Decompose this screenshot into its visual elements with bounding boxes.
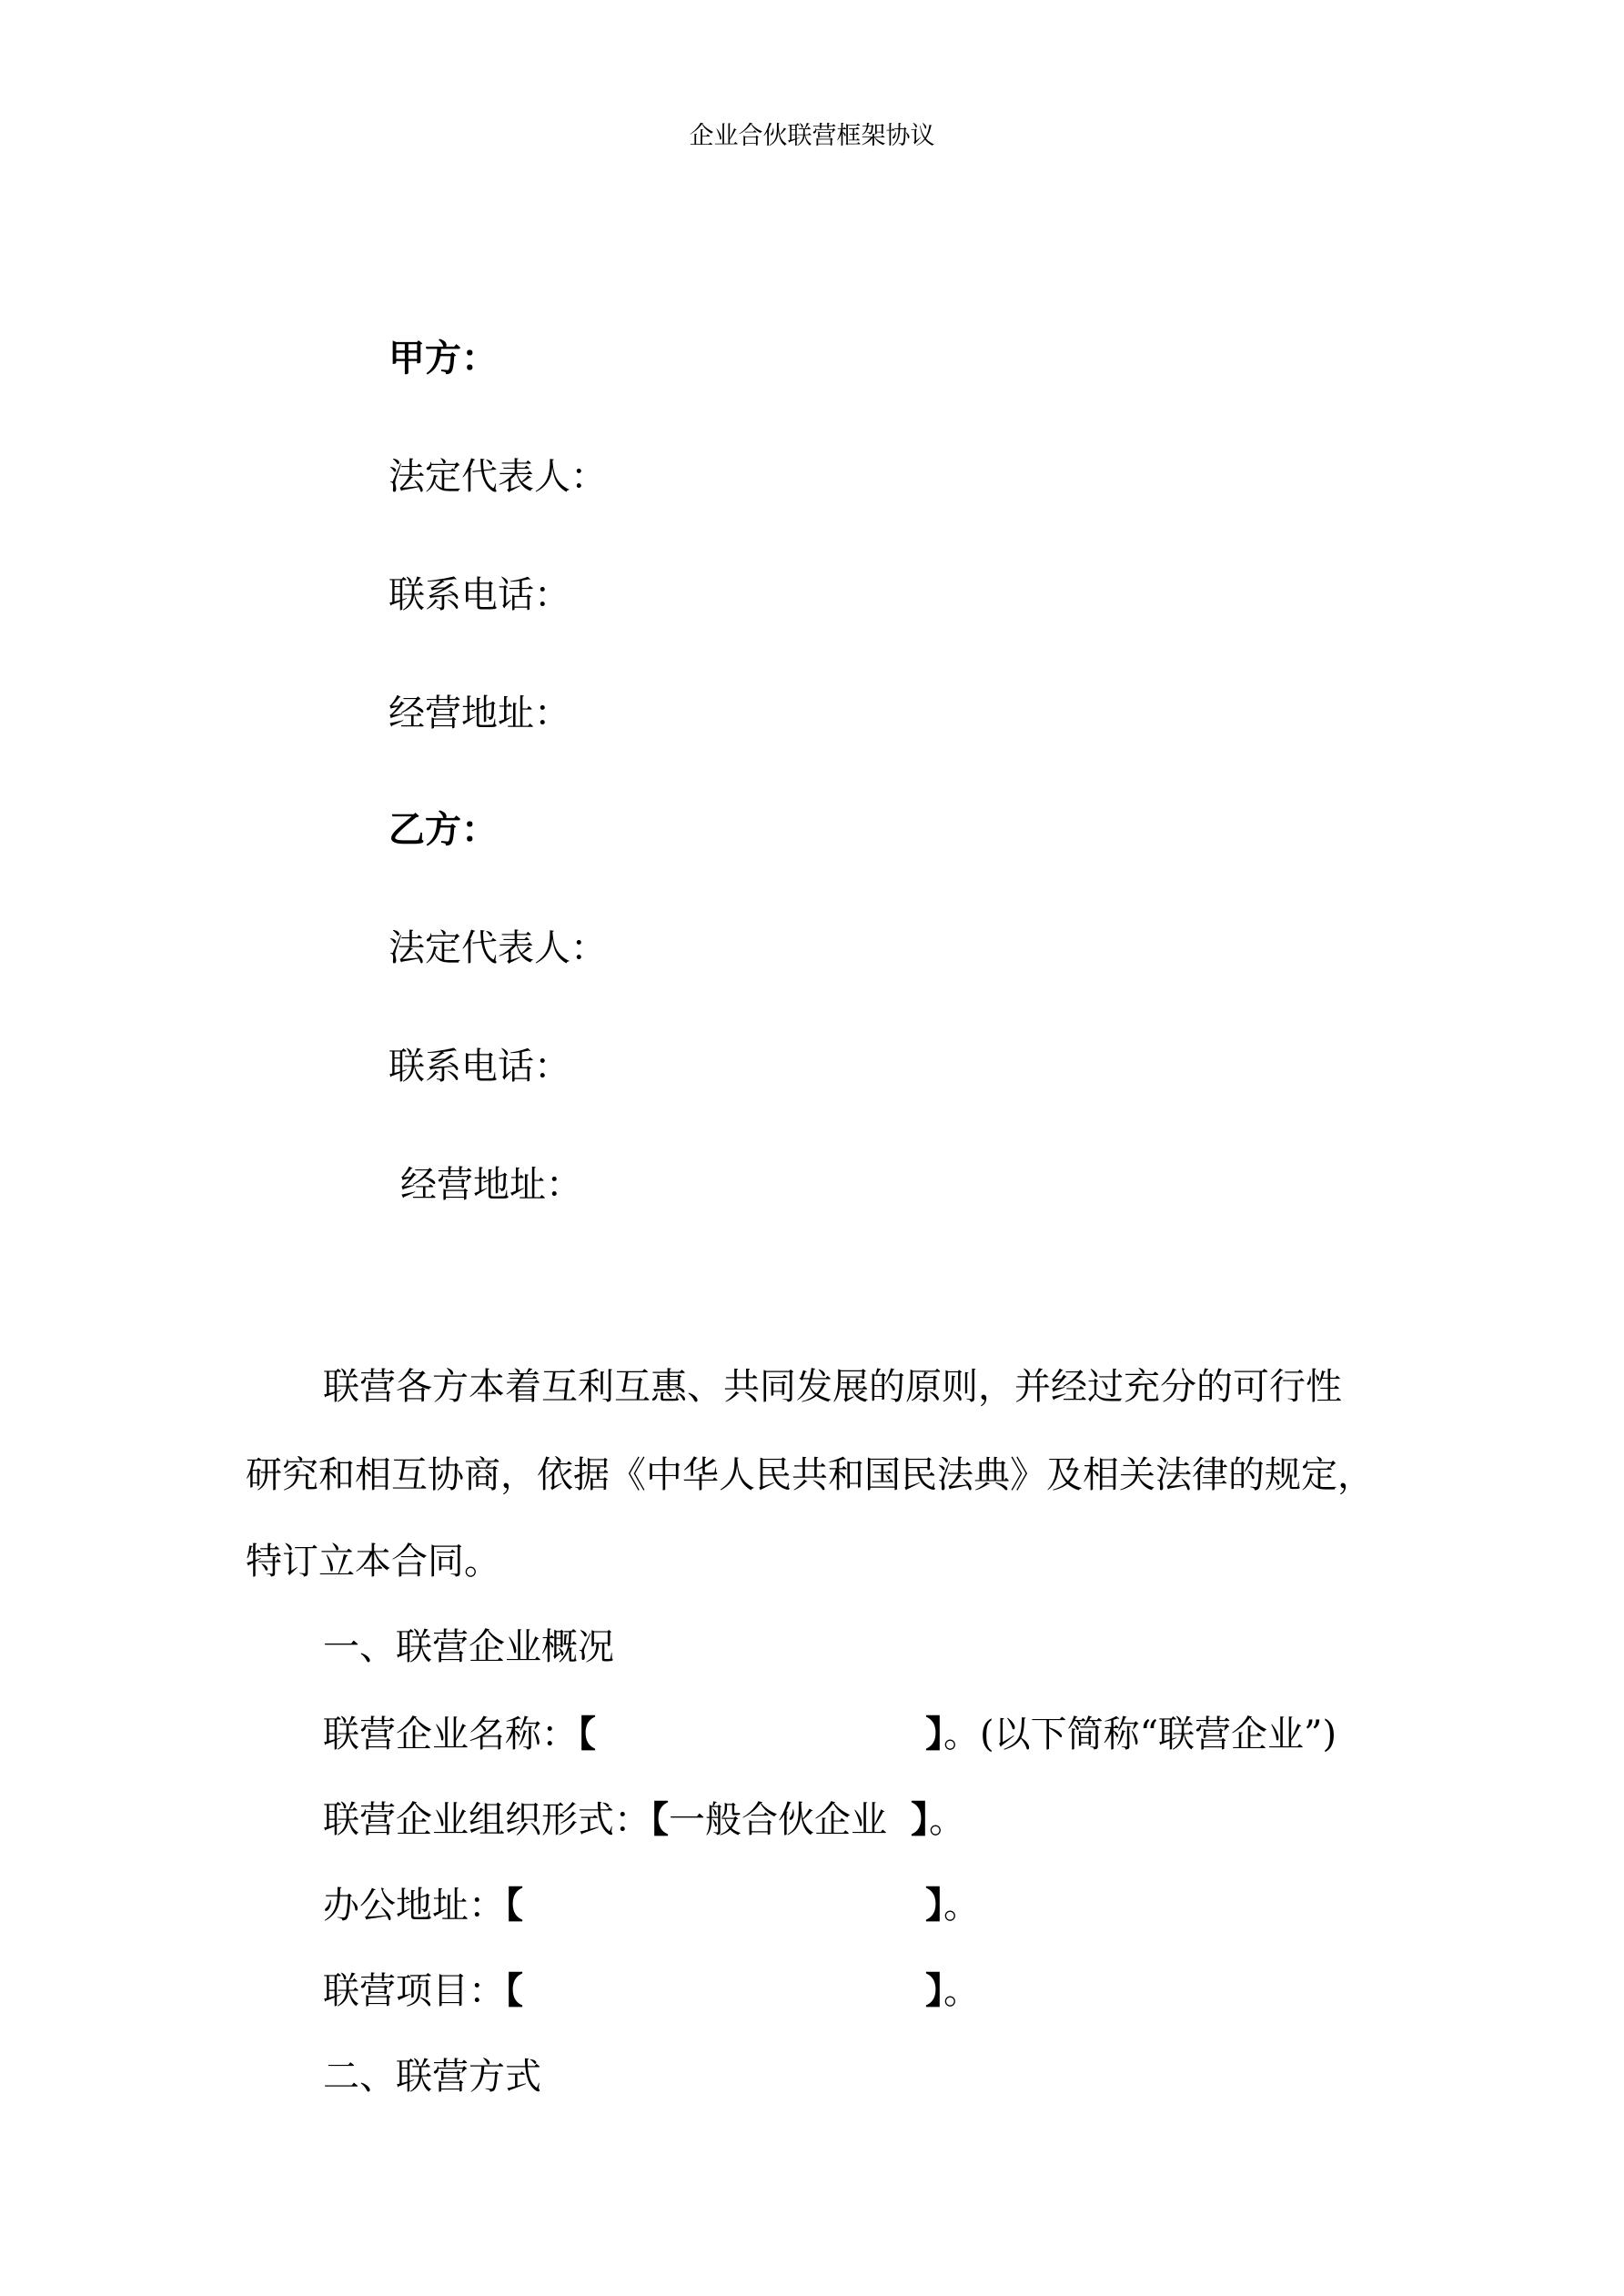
- office-address-label: 办公地址：: [323, 1885, 505, 1927]
- section-2-heading: 二、联营方式: [323, 2056, 541, 2098]
- party-a-legal-rep: 法定代表人：: [388, 456, 607, 498]
- organization-form-open-bracket: 【: [651, 1798, 669, 1841]
- preamble-line-2: 研究和相互协商，依据《中华人民共和国民法典》及相关法律的规定，: [246, 1454, 1374, 1496]
- project-open-bracket: 【: [505, 1969, 523, 2012]
- organization-form-close-bracket: 】: [911, 1798, 929, 1841]
- organization-form-label: 联营企业组织形式：: [323, 1799, 651, 1841]
- project-suffix: 。: [943, 1970, 980, 2012]
- organization-form-value: 一般合伙企业: [669, 1799, 887, 1841]
- project-line: [323, 1967, 1469, 2015]
- party-a-phone: 联系电话：: [388, 574, 570, 616]
- party-b-legal-rep: 法定代表人：: [388, 927, 607, 969]
- office-address-open-bracket: 【: [505, 1884, 523, 1927]
- organization-form-line: [323, 1796, 1469, 1844]
- preamble-line-1: 联营各方本着互利互惠、共同发展的原则，并经过充分的可行性: [323, 1366, 1342, 1408]
- party-b-address: 经营地址：: [400, 1164, 582, 1206]
- office-address-close-bracket: 】: [925, 1884, 943, 1927]
- party-b-title: 乙方：: [388, 808, 498, 851]
- office-address-line: [323, 1882, 1469, 1929]
- organization-form-suffix: 。: [929, 1799, 965, 1841]
- preamble-line-3: 特订立本合同。: [246, 1541, 500, 1583]
- project-label: 联营项目：: [323, 1970, 505, 2012]
- enterprise-name-close-bracket: 】: [925, 1713, 943, 1755]
- enterprise-name-label: 联营企业名称：: [323, 1714, 578, 1755]
- document-header: 企业合伙联营框架协议: [689, 122, 935, 150]
- section-1-heading: 一、联营企业概况: [323, 1626, 614, 1668]
- enterprise-name-suffix: 。(以下简称“联营企业”): [943, 1714, 1337, 1755]
- party-a-address: 经营地址：: [388, 693, 570, 734]
- party-a-title: 甲方：: [388, 337, 498, 379]
- party-b-phone: 联系电话：: [388, 1046, 570, 1087]
- enterprise-name-line: [323, 1711, 1469, 1758]
- project-close-bracket: 】: [925, 1969, 943, 2012]
- enterprise-name-open-bracket: 【: [578, 1713, 596, 1755]
- office-address-suffix: 。: [943, 1885, 980, 1927]
